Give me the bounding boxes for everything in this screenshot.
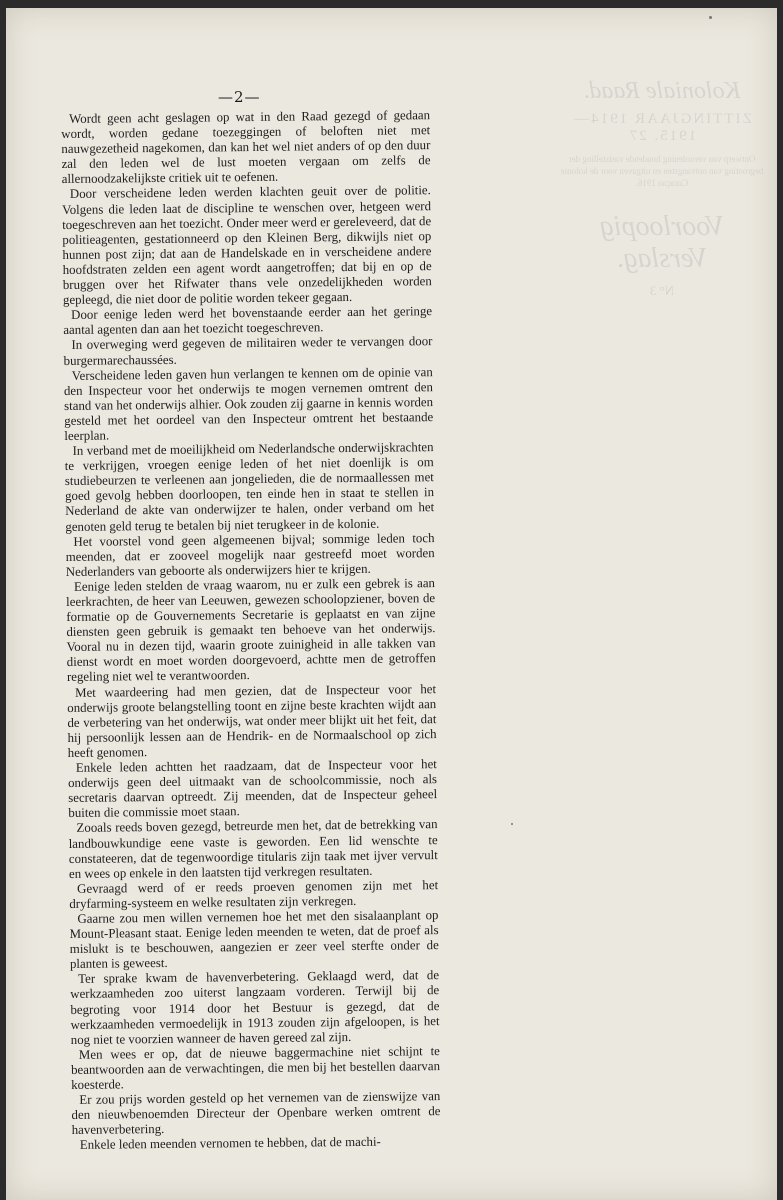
paragraph: Wordt geen acht geslagen op wat in den Raad gezegd of gedaan wordt, worden gedane toezeggingen of beloften niet met nauwgezetheid nagekomen, dan kan het wel niet anders of op den duur zal den leden wel de lust moeten vergaan om zelfs de allernoodzakelijkste critiek uit te oefenen. (61, 108, 431, 187)
bleed-line-1: Koloniale Raad. (583, 78, 741, 104)
paragraph: Het voorstel vond geen algemeenen bijval; sommige leden toch meenden, dat er zooveel mogelijk naar gestreefd moet worden Nederlanders van geboorte als onderwijzers hier te krijgen. (65, 530, 435, 579)
paragraph: Ter sprake kwam de havenverbetering. Geklaagd werd, dat de werkzaamheden zoo uiterst langzaam vorderen. Terwijl bij de begroting voor 1914 door het Bestuur is gezegd, dat de werkzaamheden vermoedelijk in 1913 zouden zijn afgeloopen, is het nog niet te voorzien wanneer de haven gereed zal zijn. (70, 968, 440, 1047)
paragraph: Zooals reeds boven gezegd, betreurde men het, dat de betrekking van landbouwkundige eene vaste is geworden. Een lid wenschte te constateeren, dat de tegenwoordige titularis zijn taak met ijver vervult en wees op enkele in den laatsten tijd verkregen resultaten. (68, 817, 438, 881)
paper-speck (709, 16, 712, 19)
bleed-line-5: N° 3 (649, 283, 675, 298)
paragraph: Eenige leden stelden de vraag waarom, nu er zulk een gebrek is aan leerkrachten, de heer van Leeuwen, gewezen schoolopziener, boven de formatie op de Gouvernements Secretarie is geplaatst en van zijne diensten geen gebruik is gemaakt ten behoeve van het onderwijs. Vooral nu in dezen tijd, waarin groote zuinigheid in alle takken van dienst wordt en moet worden doorgevoerd, achtte men de getroffen regeling niet wel te verantwoorden. (66, 576, 436, 685)
paragraph: Men wees er op, dat de nieuwe baggermachine niet schijnt te beantwoorden aan de verwachtingen, die men bij het bestellen daarvan koesterde. (70, 1043, 441, 1092)
paper-speck (511, 823, 513, 825)
bleed-line-2: ZITTINGJAAR 1914—1915. 27 (572, 111, 752, 144)
paragraph: Enkele leden achtten het raadzaam, dat de Inspecteur voor het onderwijs geen deel uitmaakt van de schoolcommissie, noch als secretaris daarvan optreedt. Zij meenden, dat de Inspecteur geheel buiten die commissie moet staan. (67, 757, 438, 821)
paragraph: Door eenige leden werd het bovenstaande eerder aan het geringe aantal agenten dan aan het toezicht toegeschreven. (63, 304, 433, 338)
paragraph: Verscheidene leden gaven hun verlangen te kennen om de opinie van den Inspecteur voor het onderwijs te mogen vernemen omtrent den stand van het onderwijs alhier. Ook zouden zij gaarne in kennis worden gesteld met het oordeel van den Inspecteur omtrent het bestaande leerplan. (63, 364, 434, 443)
paragraph: Met waardeering had men gezien, dat de Inspecteur voor het onderwijs groote belangstelling toont en zijne beste krachten wijdt aan de verbetering van het onderwijs, wat onder meer blijkt uit het feit, dat hij persoonlijk lessen aan de Hendrik- en de Normaalschool op zich heeft genomen. (67, 681, 437, 760)
bleed-through-text (557, 78, 767, 299)
paragraph: Door verscheidene leden werden klachten geuit over de politie. Volgens die leden laat de discipline te wenschen over, hetgeen werd toegeschreven aan het toezicht. Onder meer werd er gereleveerd, dat de politieagenten, gestationneerd op den Kleinen Berg, dikwijls niet op hunnen post zijn; dat aan de Handelskade en in verscheidene andere hoofdstraten zelden een agent wordt aangetroffen; dat bij en op de bruggen over het Rifwater thans vele onzedelijkheden worden gepleegd, die niet door de politie worden tekeer gegaan. (61, 183, 432, 308)
document-page (6, 8, 777, 1200)
paragraph: In verband met de moeilijkheid om Nederlandsche onderwijskrachten te verkrijgen, vroegen eenige leden of het niet doenlijk is om studiebeurzen te verleenen aan jongelieden, die de normaallessen met goed gevolg hebben doorloopen, ten einde hen in staat te stellen in Nederland de akte van onderwijzer te halen, onder verband om het genoten geld terug te betalen bij niet terugkeer in de kolonie. (64, 440, 435, 534)
page-number: —2— (218, 88, 261, 106)
bleed-line-4: Voorloopig Verslag. (599, 211, 725, 274)
bleed-line-3: Ontwerp van verordening houdende vaststelling der begrooting van ontvangsten en uitgaven voor de kolonie Curaçao 1916. (560, 154, 764, 188)
paragraph: Er zou prijs worden gesteld op het vernemen van de zienswijze van den nieuwbenoemden Directeur der Openbare werken omtrent de havenverbetering. (71, 1089, 441, 1138)
paragraph: Gaarne zou men willen vernemen hoe het met den sisalaanplant op Mount-Pleasant staat. Eenige leden meenden te weten, dat de proef als mislukt is te beschouwen, aangezien er zeer veel sterfte onder de planten is geweest. (69, 908, 439, 972)
paragraph: In overweging werd gegeven de militairen weder te vervangen door burgermarechaussées. (63, 334, 433, 368)
body-text (61, 108, 441, 1153)
paragraph: Gevraagd werd of er reeds proeven genomen zijn met het dryfarming-systeem en welke resultaten zijn verkregen. (69, 877, 439, 911)
paragraph: Enkele leden meenden vernomen te hebben, dat de machi- (79, 1135, 381, 1153)
